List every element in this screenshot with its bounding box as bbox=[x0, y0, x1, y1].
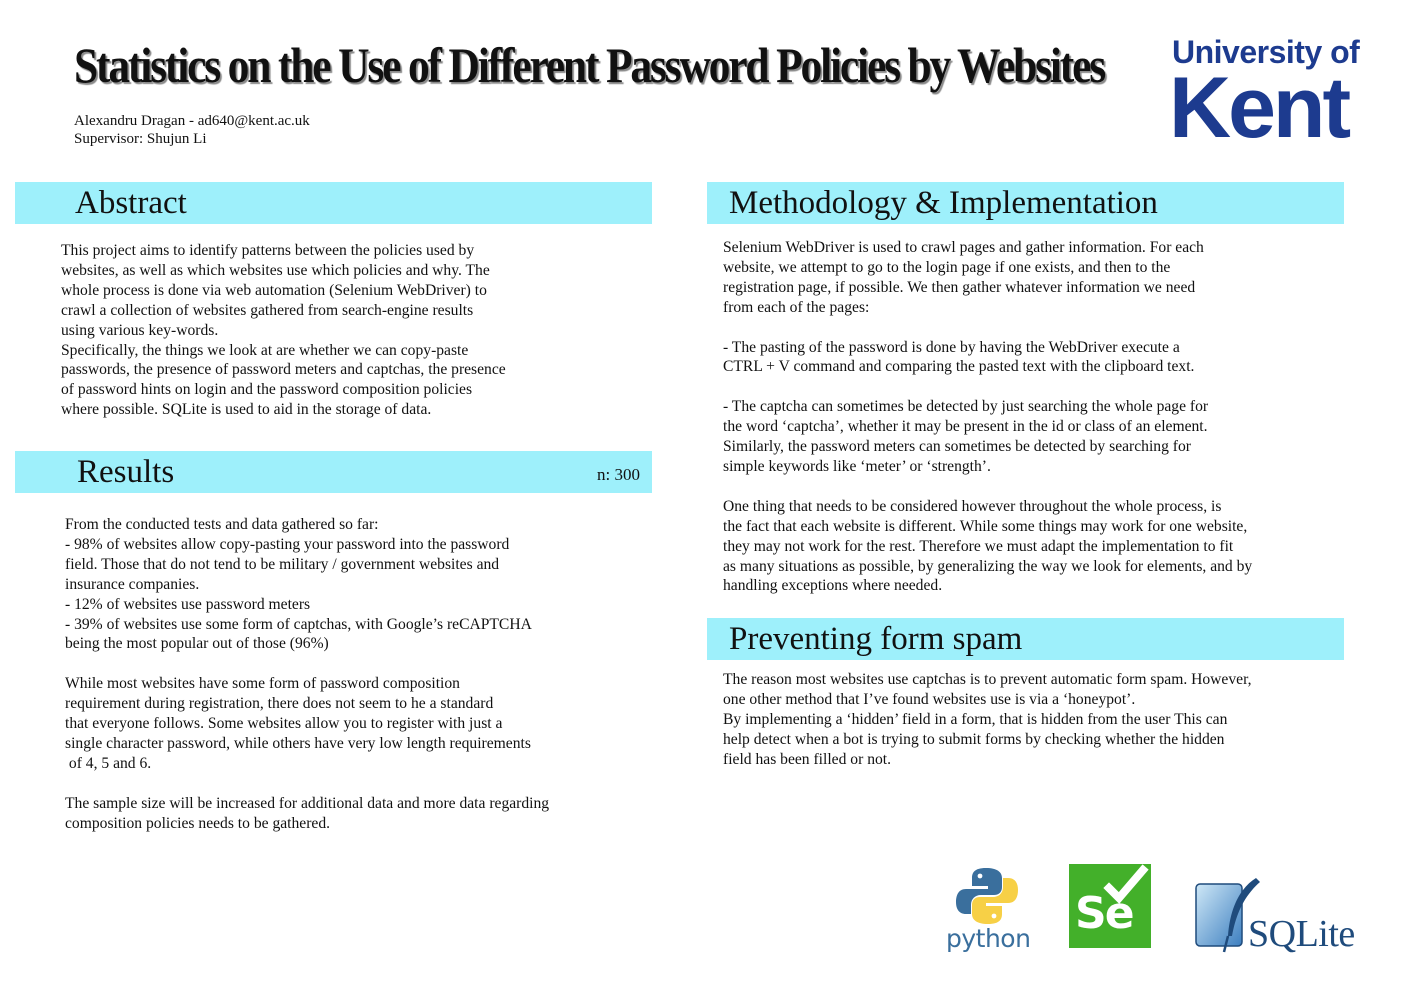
logo-line-kent: Kent bbox=[1169, 60, 1349, 156]
logo-line-university: University of bbox=[1172, 34, 1360, 70]
selenium-logo-text: Se bbox=[1075, 888, 1133, 939]
poster-title: Statistics on the Use of Different Password Policies by Websites bbox=[74, 37, 1104, 93]
supervisor-line: Supervisor: Shujun Li bbox=[74, 131, 207, 147]
python-logo bbox=[944, 866, 1030, 956]
university-logo bbox=[1169, 34, 1368, 156]
spam-body: The reason most websites use captchas is to prevent automatic form spam. However, one other method that I’ve found websites use is via a ‘honeypot’. By implementing a ‘hidden’ field in a form, that is hidden from the user This can help detect when a bot is trying to submit forms by checking whether the hidden field has been filled or not. bbox=[723, 671, 1252, 768]
abstract-body: This project aims to identify patterns between the policies used by websites, as well as which websites use which policies and why. The whole process is done via web automation (Selenium WebDriver) to crawl a collection of websites gathered from search-engine results using various key-words. Specifically, the things we look at are whether we can copy-paste passwords, the presence of password meters and captchas, the presence of password hints on login and the password composition policies where possible. SQLite is used to aid in the storage of data. bbox=[61, 242, 506, 419]
results-body: From the conducted tests and data gathered so far: - 98% of websites allow copy-pasting your password into the password field. Those that do not tend to be military / government websites and insurance companies. - 12% of websites use password meters - 39% of websites use some form of captchas, with Google’s reCAPTCHA being the most popular out of those (96%) While most websites have some form of password composition requirement during registration, there does not seem to he a standard that everyone follows. Some websites allow you to register with just a single character password, while others have very low length requirements of 4, 5 and 6. The sample size will be increased for additional data and more data regarding composition policies needs to be gathered. bbox=[65, 516, 550, 832]
methodology-heading: Methodology & Implementation bbox=[729, 185, 1158, 221]
sample-size-label: n: 300 bbox=[597, 465, 640, 484]
results-heading-band bbox=[15, 451, 652, 493]
abstract-heading-band bbox=[15, 182, 652, 224]
abstract-heading: Abstract bbox=[75, 185, 187, 221]
python-snakes-icon bbox=[944, 866, 1030, 926]
methodology-body: Selenium WebDriver is used to crawl pages and gather information. For each website, we attempt to go to the login page if one exists, and then to the registration page, if possible. We then gather whatever information we need from each of the pages: - The pasting of the password is done by having the WebDriver execute a CTRL + V command and comparing the pasted text with the clipboard text. - The captcha can sometimes be detected by just searching the whole page for the word ‘captcha’, whether it may be present in the id or class of an element. Similarly, the password meters can sometimes be detected by searching for simple keywords like ‘meter’ or ‘strength’. One thing that needs to be considered however throughout the whole process, is the fact that each website is different. While some things may work for one website, they may not work for the rest. Therefore we must adapt the implementation to fit as many situations as possible, by generalizing the way we look for elements, and by handling exceptions where needed. bbox=[723, 239, 1253, 595]
author-line: Alexandru Dragan - ad640@kent.ac.uk bbox=[74, 113, 310, 129]
methodology-heading-band bbox=[707, 182, 1344, 224]
results-heading: Results bbox=[77, 454, 175, 490]
python-logo-text: python bbox=[946, 924, 1031, 953]
sqlite-logo bbox=[1194, 878, 1372, 956]
spam-heading-band bbox=[707, 618, 1344, 660]
sqlite-logo-text: SQLite bbox=[1248, 913, 1355, 955]
spam-heading: Preventing form spam bbox=[729, 621, 1023, 657]
selenium-logo bbox=[1069, 864, 1151, 948]
